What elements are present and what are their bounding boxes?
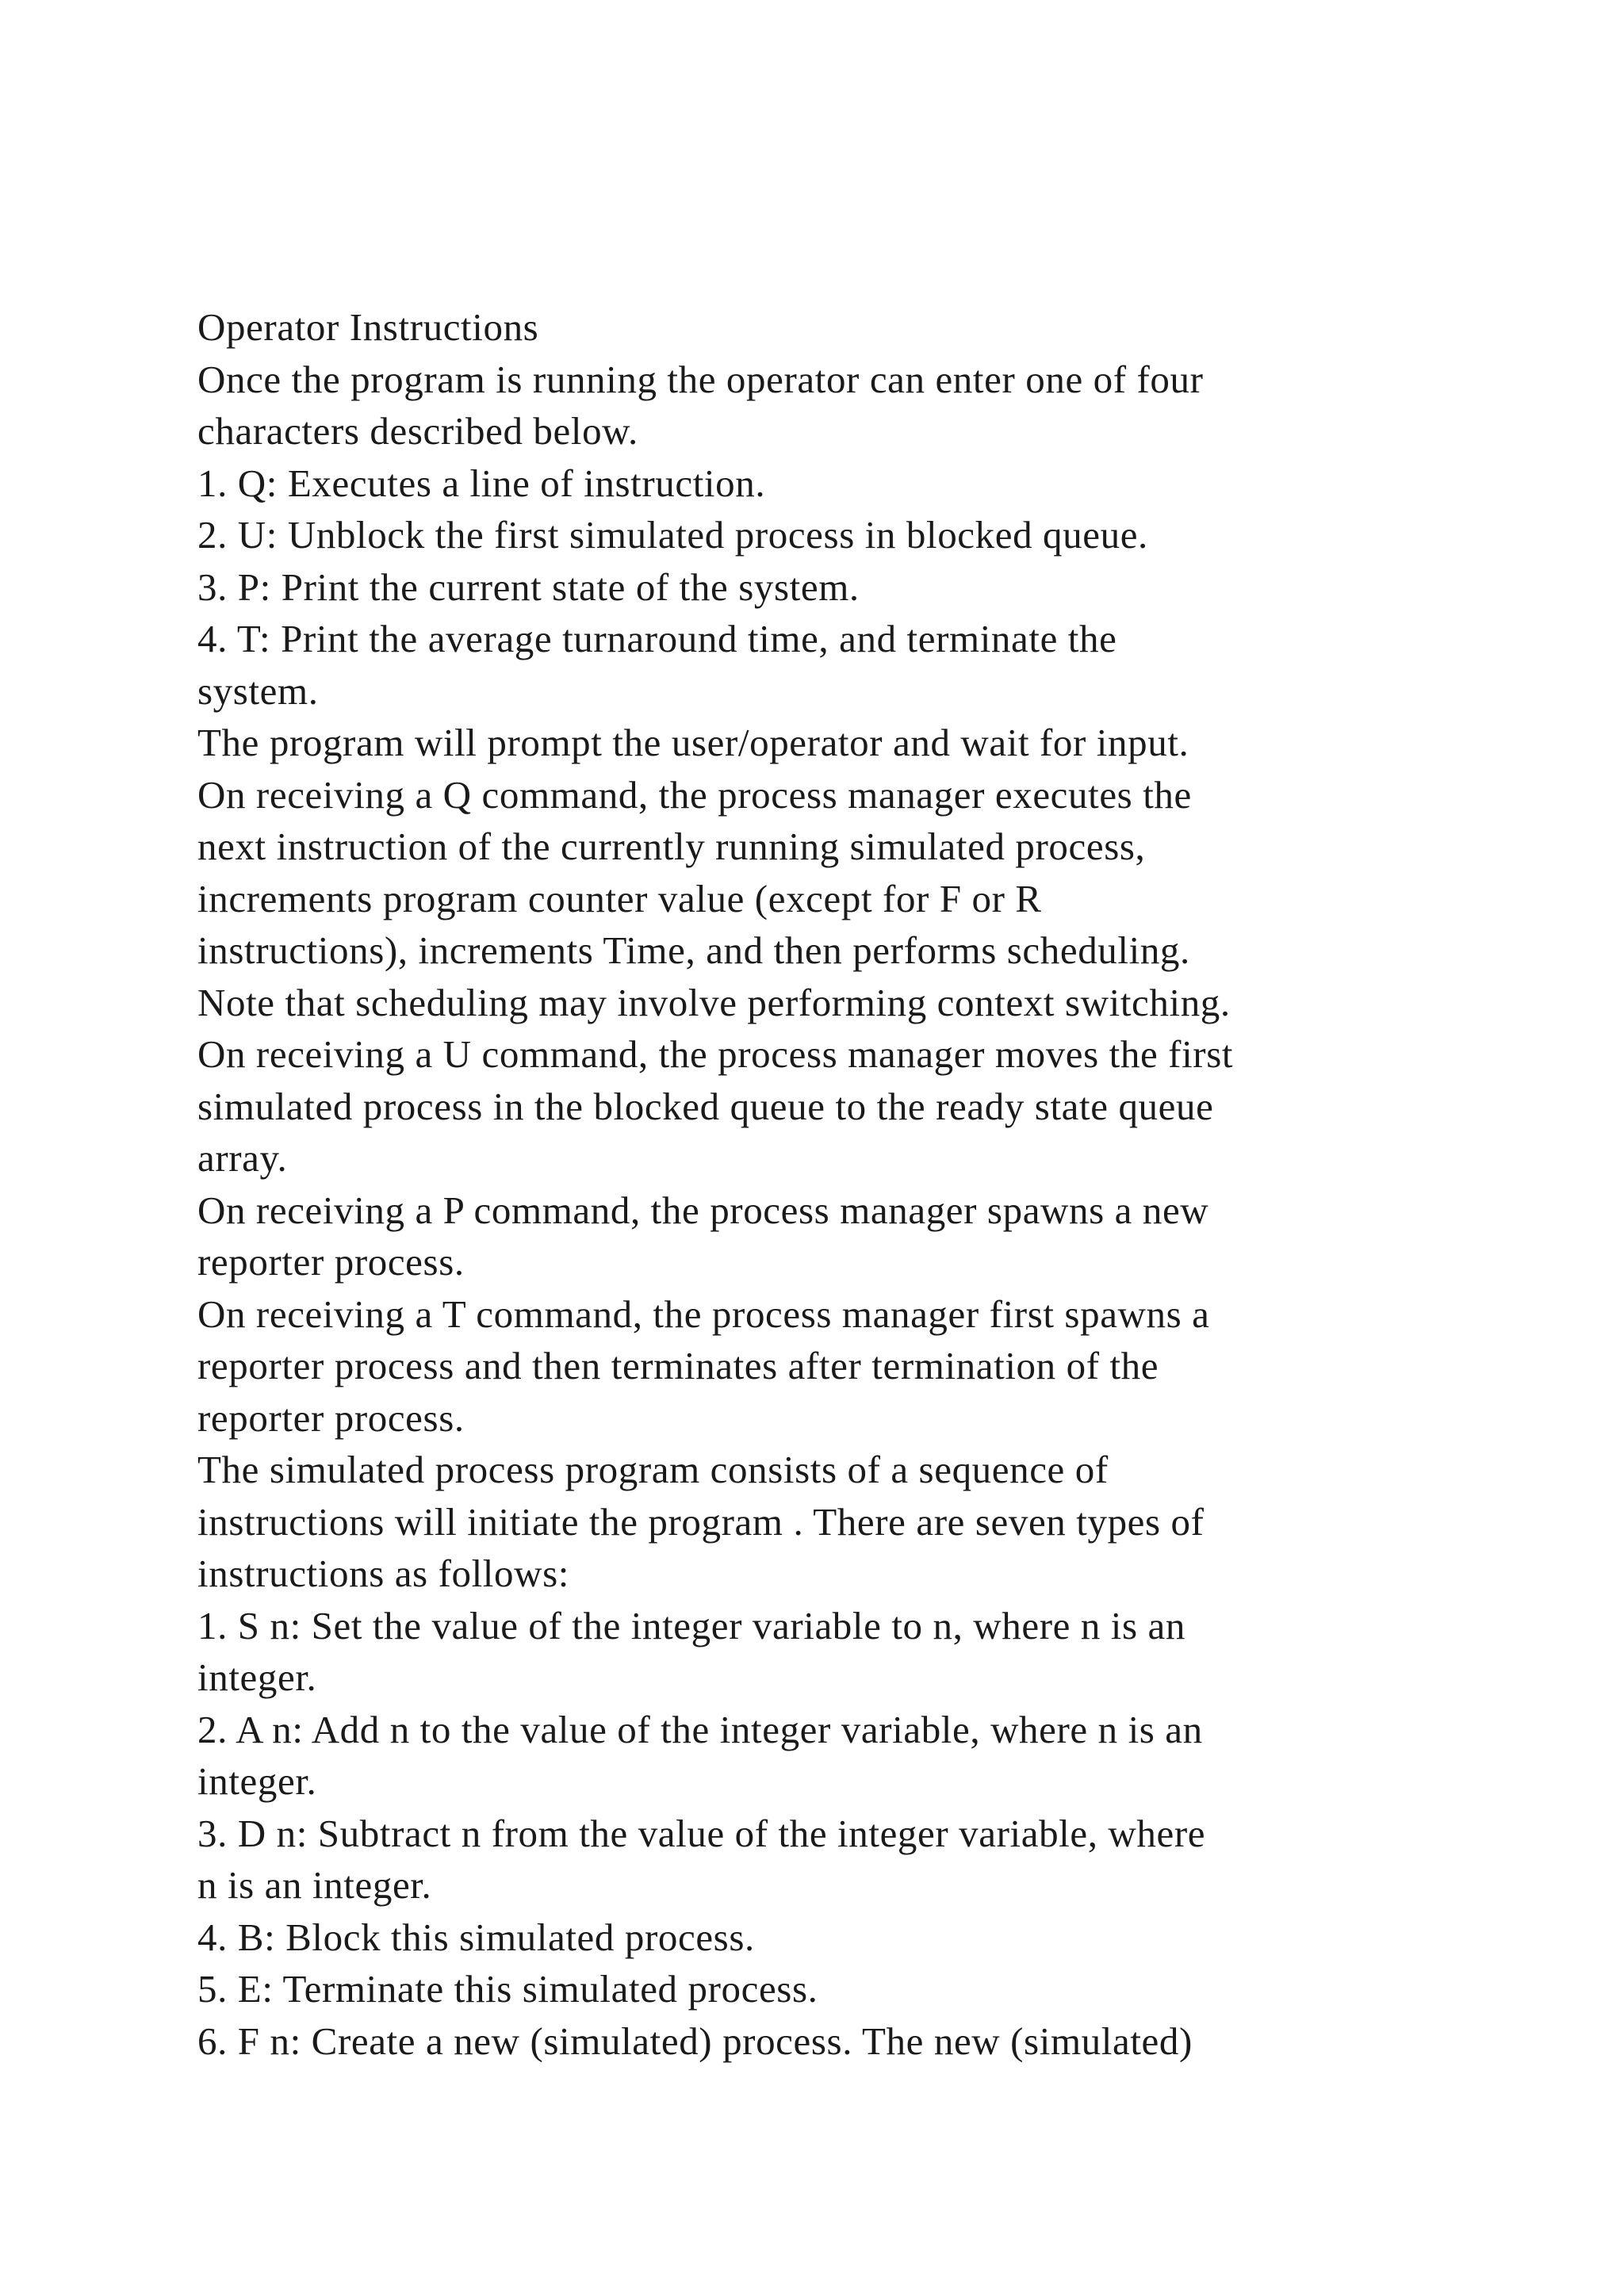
text-line: reporter process and then terminates after termination of the — [197, 1344, 1159, 1387]
document-title: Operator Instructions — [197, 305, 539, 349]
list-item: 2. U: Unblock the first simulated process in blocked queue. — [197, 513, 1148, 557]
text-line: simulated process in the blocked queue to the ready state queue — [197, 1084, 1214, 1128]
list-item: 1. S n: Set the value of the integer variable to n, where n is an — [197, 1603, 1185, 1647]
list-item: 3. D n: Subtract n from the value of the integer variable, where — [197, 1811, 1206, 1855]
text-line: On receiving a P command, the process manager spawns a new — [197, 1188, 1209, 1232]
text-line: n is an integer. — [197, 1863, 432, 1907]
list-item: 4. B: Block this simulated process. — [197, 1915, 755, 1959]
text-line: reporter process. — [197, 1395, 465, 1440]
text-line: On receiving a U command, the process manager moves the first — [197, 1032, 1234, 1076]
text-line: Once the program is running the operator can enter one of four — [197, 357, 1204, 401]
text-line: next instruction of the currently running simulated process, — [197, 825, 1146, 868]
text-line: characters described below. — [197, 409, 638, 453]
list-item: 5. E: Terminate this simulated process. — [197, 1967, 818, 2011]
text-line: instructions will initiate the program . There are seven types of — [197, 1499, 1205, 1544]
list-item: 3. P: Print the current state of the system. — [197, 564, 860, 609]
list-item: 1. Q: Executes a line of instruction. — [197, 461, 766, 505]
text-line: array. — [197, 1136, 288, 1180]
text-line: integer. — [197, 1759, 317, 1803]
document-body — [197, 301, 1561, 2067]
text-line: The simulated process program consists of a sequence of — [197, 1448, 1109, 1491]
list-item: 4. T: Print the average turnaround time, and terminate the — [197, 617, 1117, 660]
text-line: Note that scheduling may involve performing context switching. — [197, 980, 1231, 1024]
text-line: instructions), increments Time, and then performs scheduling. — [197, 928, 1190, 972]
list-item: 6. F n: Create a new (simulated) process. The new (simulated) — [197, 2019, 1193, 2063]
text-line: The program will prompt the user/operator and wait for input. — [197, 721, 1189, 764]
text-line: integer. — [197, 1655, 317, 1699]
text-line: increments program counter value (except for F or R — [197, 876, 1042, 920]
text-line: instructions as follows: — [197, 1552, 569, 1595]
text-line: On receiving a T command, the process manager first spawns a — [197, 1292, 1210, 1336]
text-line: reporter process. — [197, 1240, 465, 1284]
text-line: system. — [197, 668, 319, 713]
list-item: 2. A n: Add n to the value of the integer variable, where n is an — [197, 1707, 1203, 1751]
text-line: On receiving a Q command, the process manager executes the — [197, 772, 1192, 817]
